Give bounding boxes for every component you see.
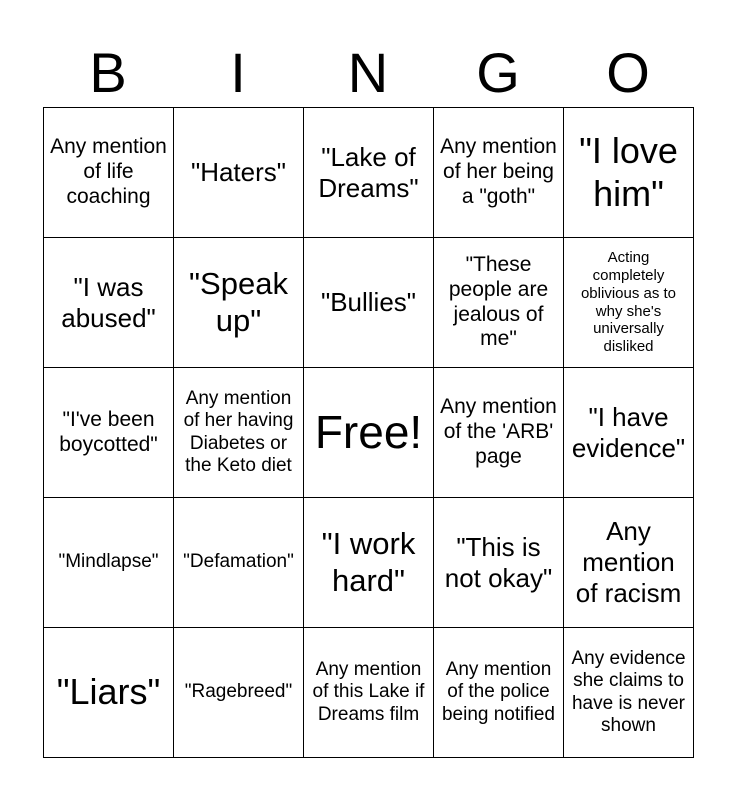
bingo-cell[interactable]: "Speak up" [174,238,304,368]
bingo-cell[interactable]: "I love him" [564,108,694,238]
bingo-cell[interactable]: "I work hard" [304,498,434,628]
header-letter-b: B [89,41,127,104]
bingo-cell[interactable]: "Defamation" [174,498,304,628]
bingo-cell[interactable]: Any mention of the police being notified [434,628,564,758]
header-letter-o: O [606,41,650,104]
header-letter-i: I [230,41,246,104]
bingo-cell[interactable]: "I've been boycotted" [44,368,174,498]
bingo-cell[interactable]: "Bullies" [304,238,434,368]
bingo-cell[interactable]: "This is not okay" [434,498,564,628]
bingo-cell[interactable]: "Haters" [174,108,304,238]
bingo-cell[interactable]: "Lake of Dreams" [304,108,434,238]
bingo-cell[interactable]: Any mention of racism [564,498,694,628]
bingo-cell[interactable]: "These people are jealous of me" [434,238,564,368]
bingo-cell[interactable]: Any mention of her having Diabetes or the Keto diet [174,368,304,498]
bingo-cell[interactable]: "I was abused" [44,238,174,368]
bingo-cell[interactable]: "Liars" [44,628,174,758]
header-letter-n: N [347,41,389,104]
bingo-cell[interactable]: "Ragebreed" [174,628,304,758]
free-space[interactable]: Free! [304,368,434,498]
bingo-cell[interactable]: "Mindlapse" [44,498,174,628]
header-letter-g: G [476,41,520,104]
bingo-cell[interactable]: Any mention of life coaching [44,108,174,238]
bingo-cell[interactable]: "I have evidence" [564,368,694,498]
bingo-board [43,107,694,758]
bingo-header [43,38,693,108]
bingo-cell[interactable]: Acting completely oblivious as to why she's universally disliked [564,238,694,368]
bingo-cell[interactable]: Any mention of her being a "goth" [434,108,564,238]
bingo-cell[interactable]: Any mention of the 'ARB' page [434,368,564,498]
bingo-cell[interactable]: Any evidence she claims to have is never shown [564,628,694,758]
bingo-cell[interactable]: Any mention of this Lake if Dreams film [304,628,434,758]
